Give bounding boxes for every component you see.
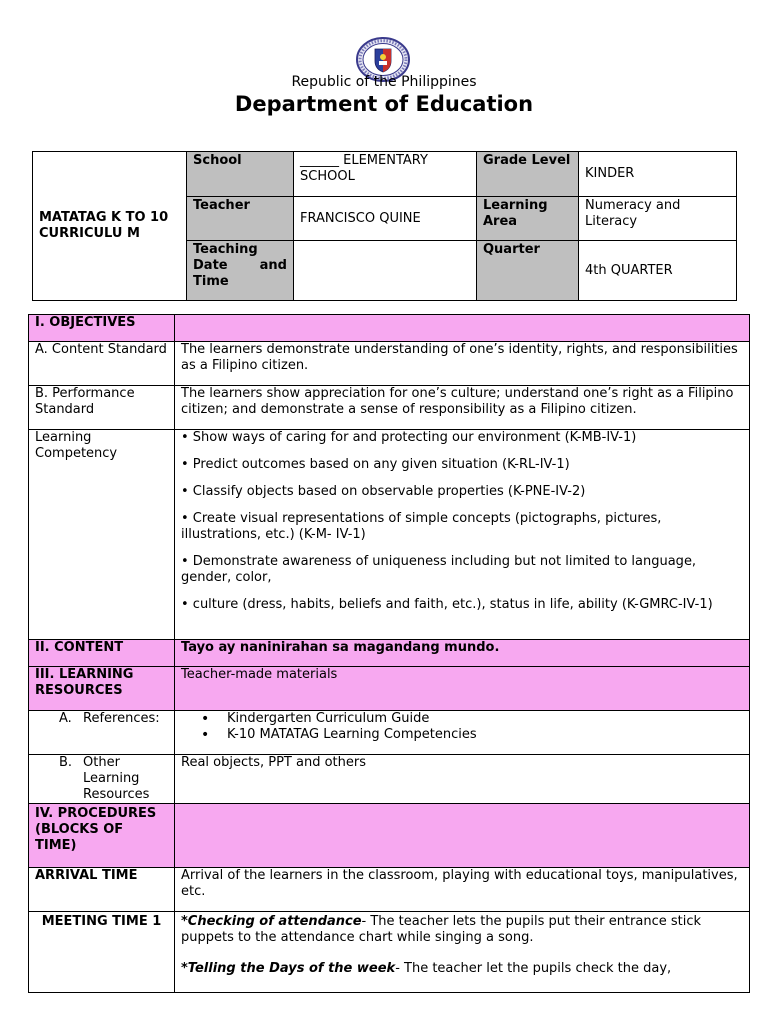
school-value: ______ ELEMENTARY SCHOOL <box>294 152 477 197</box>
meeting-time-label: MEETING TIME 1 <box>29 912 175 993</box>
learning-area-label: Learning Area <box>477 197 579 241</box>
meeting-time-text <box>175 912 750 993</box>
attendance-title: *Checking of attendance <box>181 914 362 929</box>
reference-item: • Kindergarten Curriculum Guide <box>201 711 743 727</box>
attendance-text: - The teacher lets the pupils put their entrance stick puppets to the attendance chart while singing a song. <box>181 914 702 945</box>
republic-title: Republic of the Philippines <box>291 74 477 90</box>
learning-resources-label: III. LEARNING RESOURCES <box>29 667 175 711</box>
program-label: MATATAG K TO 10 CURRICULU M <box>33 152 187 301</box>
arrival-time-text: Arrival of the learners in the classroom, playing with educational toys, manipulatives, etc. <box>175 868 750 912</box>
content-label: II. CONTENT <box>29 640 175 667</box>
references-cell <box>175 711 750 755</box>
competency-item: • Create visual representations of simple concepts (pictographs, pictures, illustrations, etc.) (K-M- IV-1) <box>181 511 662 542</box>
competency-item: • culture (dress, habits, beliefs and faith, etc.), status in life, ability (K-GMRC-IV-1) <box>181 597 713 612</box>
grade-level-label: Grade Level <box>477 152 579 197</box>
references-letter: A. <box>59 711 72 726</box>
content-standard-text: The learners demonstrate understanding of one’s identity, rights, and responsibilities as a Filipino citizen. <box>175 342 750 386</box>
performance-standard-text: The learners show appreciation for one’s culture; understand one’s right as a Filipino citizen; and demonstrate a sense of responsibility as a Filipino citizen. <box>175 386 750 430</box>
other-resources-text: Real objects, PPT and others <box>175 755 750 804</box>
other-resources-label <box>29 755 175 804</box>
grade-level-value: KINDER <box>579 152 737 197</box>
teacher-label: Teacher <box>187 197 294 241</box>
learning-resources-text: Teacher-made materials <box>175 667 750 711</box>
objectives-cell <box>175 315 750 342</box>
lesson-plan-table <box>28 314 750 993</box>
content-text: Tayo ay naninirahan sa magandang mundo. <box>175 640 750 667</box>
learning-competency-label: Learning Competency <box>29 430 175 640</box>
objectives-label: I. OBJECTIVES <box>29 315 175 342</box>
reference-item: • K-10 MATATAG Learning Competencies <box>201 727 743 743</box>
performance-standard-label: B. Performance Standard <box>29 386 175 430</box>
teaching-date-value <box>294 241 477 301</box>
quarter-value: 4th QUARTER <box>579 241 737 301</box>
other-resources-label-text: Other Learning Resources <box>83 755 150 802</box>
competency-item: • Classify objects based on observable properties (K-PNE-IV-2) <box>181 484 586 499</box>
procedures-cell <box>175 804 750 868</box>
days-of-week-text: - The teacher let the pupils check the day, <box>395 961 672 976</box>
quarter-label: Quarter <box>477 241 579 301</box>
competency-item: • Show ways of caring for and protecting our environment (K-MB-IV-1) <box>181 430 637 445</box>
other-resources-letter: B. <box>59 755 73 770</box>
learning-area-value: Numeracy and Literacy <box>579 197 737 241</box>
teacher-value: FRANCISCO QUINE <box>294 197 477 241</box>
content-standard-label: A. Content Standard <box>29 342 175 386</box>
header-info-table <box>32 151 737 301</box>
competency-item: • Demonstrate awareness of uniqueness including but not limited to language, gender, color, <box>181 554 697 585</box>
arrival-time-label: ARRIVAL TIME <box>29 868 175 912</box>
references-list <box>181 711 743 743</box>
references-label <box>29 711 175 755</box>
school-label: School <box>187 152 294 197</box>
days-of-week-title: *Telling the Days of the week <box>181 961 396 976</box>
references-label-text: References: <box>83 711 160 726</box>
department-title: Department of Education <box>234 92 534 116</box>
teaching-date-label: Teaching Date and Time <box>187 241 294 301</box>
competency-item: • Predict outcomes based on any given situation (K-RL-IV-1) <box>181 457 570 472</box>
procedures-label: IV. PROCEDURES (BLOCKS OF TIME) <box>29 804 175 868</box>
learning-competency-list <box>175 430 750 640</box>
